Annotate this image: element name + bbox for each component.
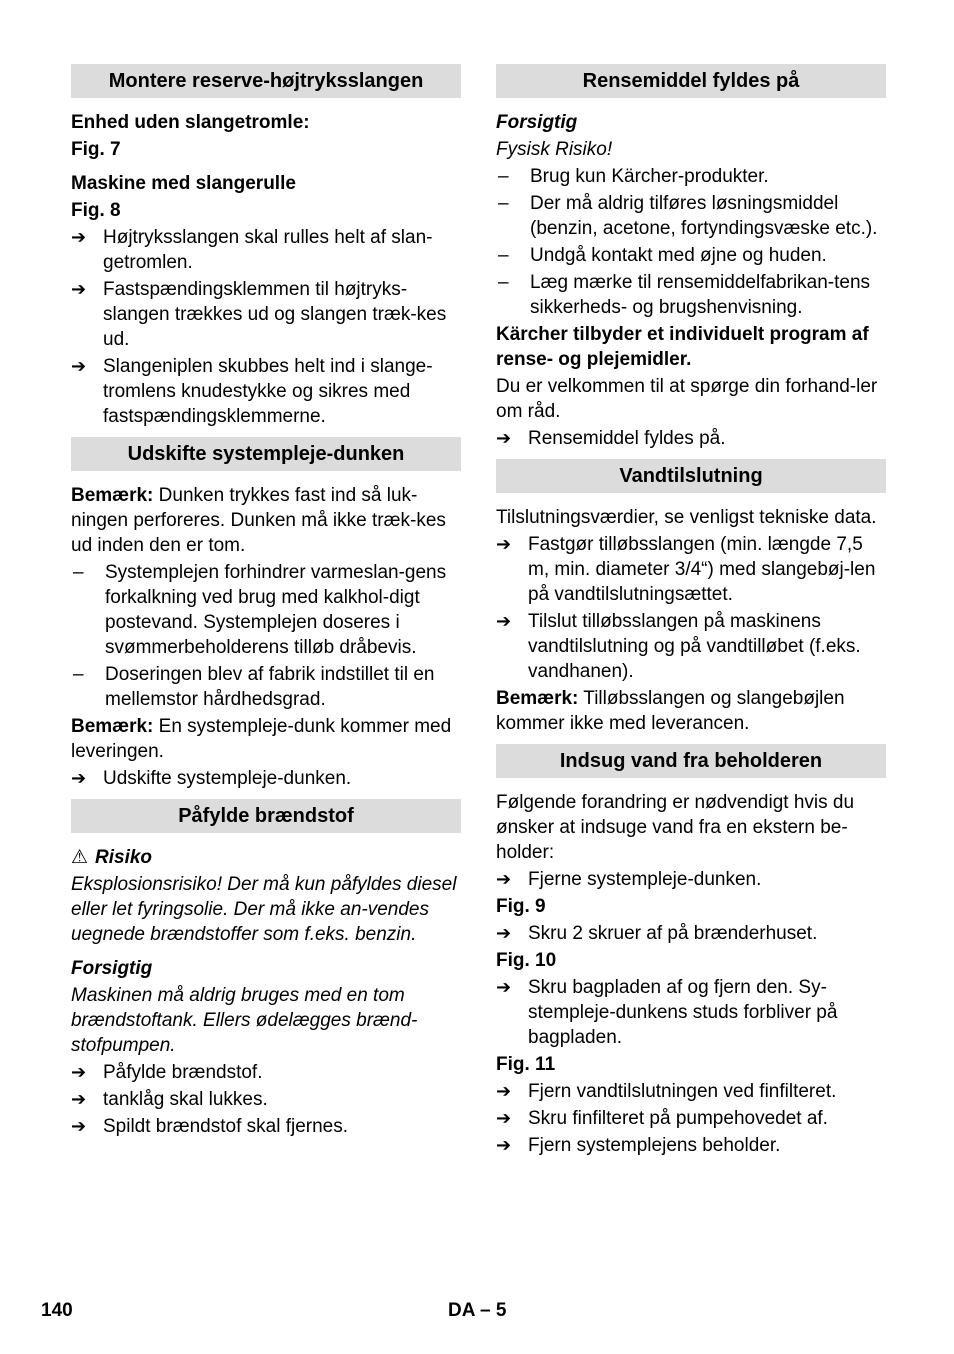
- paragraph: Tilslutningsværdier, se venligst tekniske data.: [496, 507, 877, 528]
- arrow-icon: ➔: [71, 1089, 87, 1109]
- paragraph: Du er velkommen til at spørge din forhand-ler om råd.: [496, 376, 878, 422]
- dash-item: – Brug kun Kärcher-produkter.: [498, 166, 769, 187]
- arrow-icon: ➔: [496, 923, 512, 943]
- left-column: [71, 64, 461, 1141]
- figure-ref: Fig. 7: [71, 139, 121, 160]
- arrow-icon: ➔: [496, 1108, 512, 1128]
- instruction-item: ➔ Påfylde brændstof.: [71, 1062, 263, 1083]
- arrow-icon: ➔: [496, 869, 512, 889]
- right-column: [496, 64, 886, 1160]
- dash-icon: –: [498, 272, 509, 293]
- caution-heading: Forsigtig: [496, 112, 578, 133]
- instruction-item: ➔ Fastgør tilløbsslangen (min. længde 7,5 m, min. diameter 3/4“) med slangebøj-len på vandtilslutningsættet.: [496, 534, 876, 605]
- instruction-item: ➔ tanklåg skal lukkes.: [71, 1089, 268, 1110]
- dash-icon: –: [73, 562, 84, 583]
- figure-ref: Fig. 8: [71, 200, 121, 221]
- arrow-icon: ➔: [71, 1062, 87, 1082]
- arrow-icon: ➔: [496, 611, 512, 631]
- arrow-icon: ➔: [71, 1116, 87, 1136]
- arrow-icon: ➔: [496, 1135, 512, 1155]
- note-paragraph: Bemærk: Dunken trykkes fast ind så luk-ningen perforeres. Dunken må ikke træk-kes ud inden den er tom.: [71, 485, 446, 556]
- note-paragraph: Bemærk: En systempleje-dunk kommer med leveringen.: [71, 716, 452, 762]
- figure-ref: Fig. 9: [496, 896, 546, 917]
- instruction-item: ➔ Slangeniplen skubbes helt ind i slange-tromlens knudestykke og sikres med fastspændingsklemmerne.: [71, 356, 433, 427]
- section-heading: Montere reserve-højtryksslangen: [71, 64, 461, 98]
- language-page-label: DA – 5: [448, 1300, 507, 1321]
- dash-icon: –: [73, 664, 84, 685]
- instruction-item: ➔ Fjern vandtilslutningen ved finfilteret.: [496, 1081, 837, 1102]
- instruction-item: ➔ Spildt brændstof skal fjernes.: [71, 1116, 349, 1137]
- section-heading: Vandtilslutning: [496, 459, 886, 493]
- dash-item: – Læg mærke til rensemiddelfabrikan-tens sikkerheds- og brugshenvisning.: [498, 272, 871, 318]
- bold-paragraph: Kärcher tilbyder et individuelt program af rense- og plejemidler.: [496, 324, 869, 370]
- dash-item: – Undgå kontakt med øjne og huden.: [498, 245, 827, 266]
- instruction-item: ➔ Skru finfilteret på pumpehovedet af.: [496, 1108, 828, 1129]
- note-paragraph: Bemærk: Tilløbsslangen og slangebøjlen kommer ikke med leverancen.: [496, 688, 845, 734]
- caution-heading: Forsigtig: [71, 958, 153, 979]
- subheading: Maskine med slangerulle: [71, 173, 296, 194]
- figure-ref: Fig. 10: [496, 950, 557, 971]
- caution-text: Maskinen må aldrig bruges med en tom brændstoftank. Ellers ødelægges brænd-stofpumpen.: [71, 985, 418, 1056]
- risk-heading: ⚠ Risiko: [71, 847, 153, 868]
- instruction-item: ➔ Skru bagpladen af og fjern den. Sy-stempleje-dunkens studs forbliver på bagpladen.: [496, 977, 838, 1048]
- paragraph: Følgende forandring er nødvendigt hvis du ønsker at indsuge vand fra en ekstern be-holder:: [496, 792, 855, 863]
- instruction-item: ➔ Rensemiddel fyldes på.: [496, 428, 726, 449]
- instruction-item: ➔ Skru 2 skruer af på brænderhuset.: [496, 923, 818, 944]
- section-heading: Påfylde brændstof: [71, 799, 461, 833]
- section-heading: Rensemiddel fyldes på: [496, 64, 886, 98]
- arrow-icon: ➔: [71, 279, 87, 299]
- dash-item: – Systemplejen forhindrer varmeslan-gens forkalkning ved brug med kalkhol-digt postevand. Systemplejen doseres i svømmerbeholderens tilløb dråbevis.: [73, 562, 447, 658]
- dash-item: – Der må aldrig tilføres løsningsmiddel (benzin, acetone, fortyndingsvæske etc.).: [498, 193, 878, 239]
- page-number: 140: [41, 1300, 73, 1321]
- subheading: Enhed uden slangetromle:: [71, 112, 310, 133]
- arrow-icon: ➔: [496, 1081, 512, 1101]
- arrow-icon: ➔: [71, 768, 87, 788]
- section-heading: Udskifte systempleje-dunken: [71, 437, 461, 471]
- instruction-item: ➔ Højtryksslangen skal rulles helt af slan-getromlen.: [71, 227, 433, 273]
- dash-icon: –: [498, 245, 509, 266]
- dash-icon: –: [498, 166, 509, 187]
- arrow-icon: ➔: [496, 534, 512, 554]
- instruction-item: ➔ Udskifte systempleje-dunken.: [71, 768, 352, 789]
- arrow-icon: ➔: [71, 227, 87, 247]
- section-heading: Indsug vand fra beholderen: [496, 744, 886, 778]
- arrow-icon: ➔: [496, 428, 512, 448]
- dash-item: – Doseringen blev af fabrik indstillet til en mellemstor hårdhedsgrad.: [73, 664, 435, 710]
- instruction-item: ➔ Tilslut tilløbsslangen på maskinens vandtilslutning og på vandtilløbet (f.eks. vandhanen).: [496, 611, 861, 682]
- figure-ref: Fig. 11: [496, 1054, 556, 1075]
- risk-text: Eksplosionsrisiko! Der må kun påfyldes diesel eller let fyringsolie. Der må ikke an-vendes uegnede brændstoffer som f.eks. benzin.: [71, 874, 457, 945]
- warning-icon: ⚠: [71, 847, 89, 868]
- arrow-icon: ➔: [71, 356, 87, 376]
- instruction-item: ➔ Fjerne systempleje-dunken.: [496, 869, 762, 890]
- caution-text: Fysisk Risiko!: [496, 139, 613, 160]
- instruction-item: ➔ Fastspændingsklemmen til højtryks-slangen trækkes ud og slangen træk-kes ud.: [71, 279, 447, 350]
- arrow-icon: ➔: [496, 977, 512, 997]
- instruction-item: ➔ Fjern systemplejens beholder.: [496, 1135, 781, 1156]
- dash-icon: –: [498, 193, 509, 214]
